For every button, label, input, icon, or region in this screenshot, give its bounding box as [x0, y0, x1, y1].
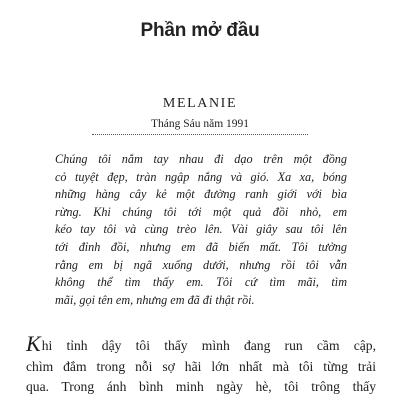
section-date: Tháng Sáu năm 1991 — [150, 118, 250, 130]
body-line-text: hi tỉnh dậy tôi thấy mình đang run cầm cập, — [41, 338, 376, 353]
italic-line: Chúng tôi nắm tay nhau đi dạo trên một đồng — [55, 152, 347, 166]
chapter-title: Phần mở đầu — [140, 20, 260, 41]
drop-cap-letter: K — [26, 331, 41, 356]
italic-line: tới đỉnh đồi, nhưng em đã biến mất. Tôi tưởng — [55, 239, 347, 254]
italic-line: những hàng cây kẻ một đường ranh giới với bìa — [55, 187, 347, 202]
body-paragraph — [26, 331, 376, 398]
italic-line: cỏ tuyệt đẹp, tràn ngập nắng và gió. Xa xa, bóng — [55, 169, 347, 184]
italic-prologue-paragraph — [55, 151, 347, 309]
italic-line: không thể tìm thấy em. Tôi cứ tìm mãi, tìm — [55, 275, 347, 290]
italic-line: mãi, gọi tên em, nhưng em đã đi thật rồi. — [55, 292, 255, 307]
italic-line: kéo tay tôi và cùng trèo lên. Vài giây sau tôi lên — [55, 222, 347, 237]
section-name: MELANIE — [162, 96, 238, 111]
body-line: qua. Trong ánh bình minh ngày hè, tôi trông thấy — [26, 379, 376, 394]
body-line: chìm đắm trong nỗi sợ hãi lớn nhất mà tôi từng trải — [26, 358, 376, 374]
italic-line: rừng. Khi chúng tôi tới một quả đồi nhỏ, em — [55, 204, 347, 219]
italic-line: rằng em bị ngã xuống dưới, nhưng rồi tôi vẫn — [55, 257, 347, 272]
body-line — [26, 331, 376, 357]
dotted-divider — [92, 134, 308, 135]
